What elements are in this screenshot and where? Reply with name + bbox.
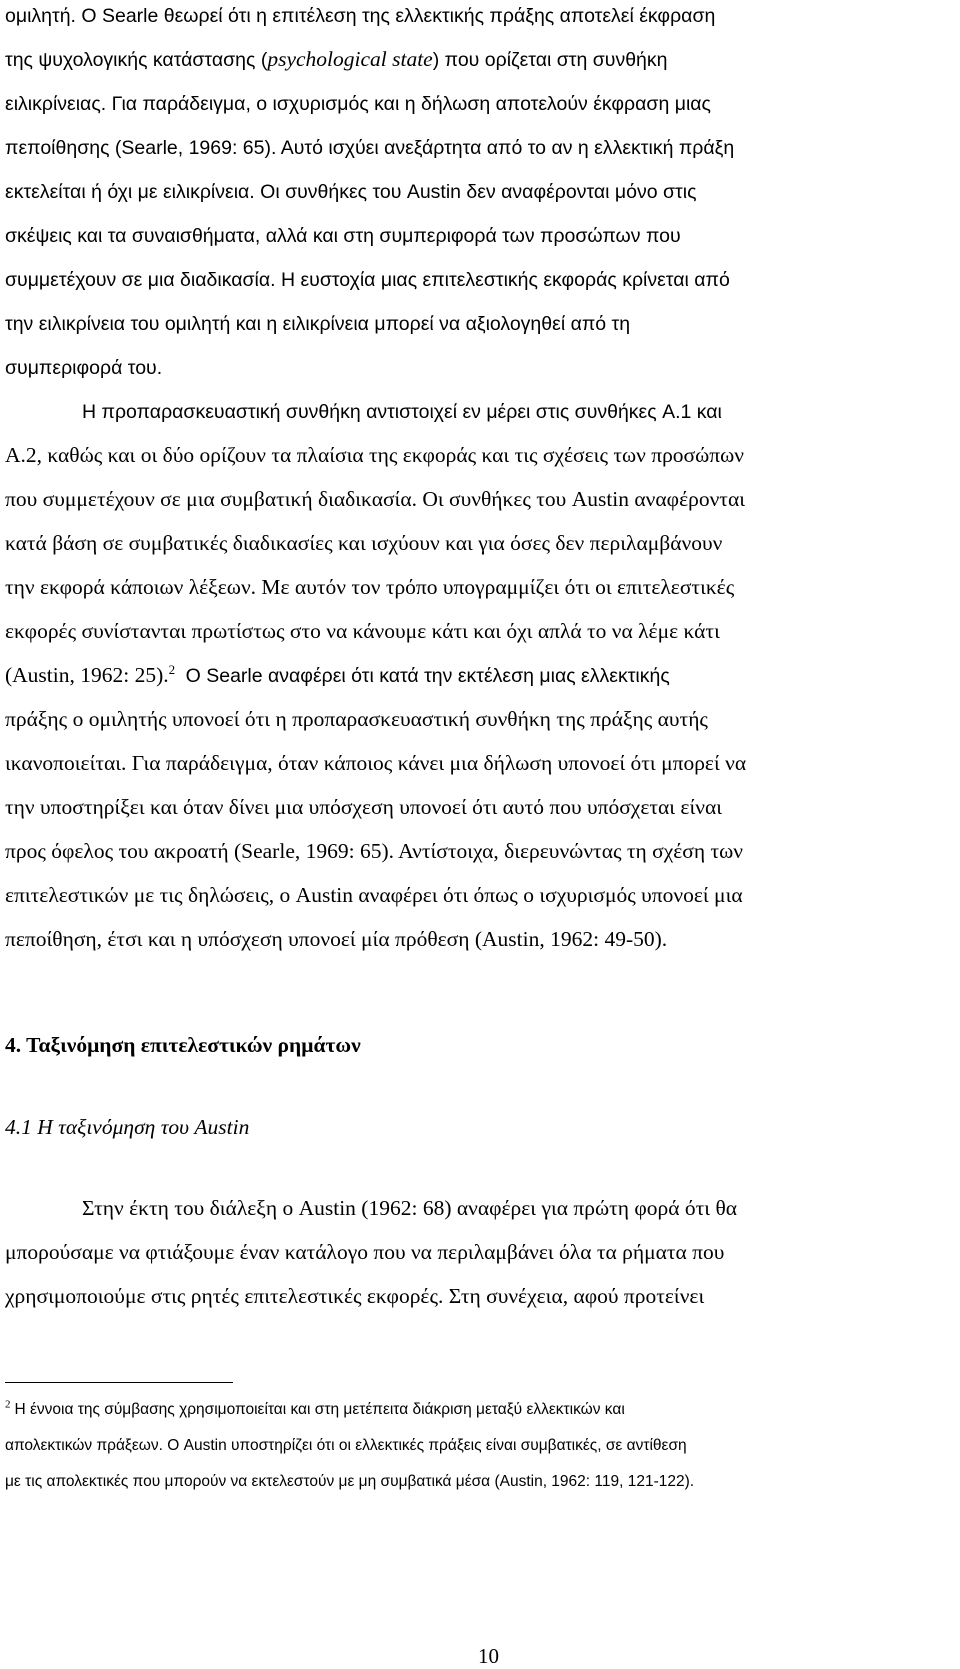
body-line <box>5 794 722 820</box>
text: πεποίθησης (Searle, 1969: 65). Αυτό ισχύει ανεξάρτητα από το αν η ελλεκτική πράξη <box>5 137 735 159</box>
footnote-line <box>5 1472 694 1492</box>
text: πράξης ο ομιλητής υπονοεί ότι η προπαρασκευαστική συνθήκη της πράξης αυτής <box>5 707 708 731</box>
text: πεποίθηση, έτσι και η υπόσχεση υπονοεί μία πρόθεση (Austin, 1962: 49-50). <box>5 927 668 951</box>
text: ομιλητή. Ο Searle θεωρεί ότι η επιτέλεση της ελλεκτικής πράξης αποτελεί έκφραση <box>5 5 716 27</box>
body-line <box>5 838 743 864</box>
text: συμπεριφορά του. <box>5 357 163 379</box>
body-line <box>5 178 696 205</box>
body-line <box>5 46 668 73</box>
text: Η έννοια της σύμβασης χρησιμοποιείται και στη μετέπειτα διάκριση μεταξύ ελλεκτικών και <box>14 1401 625 1418</box>
footnote-line <box>5 1436 687 1456</box>
body-line <box>5 266 730 293</box>
footnote-marker: 2 <box>168 662 176 677</box>
text: ειλικρίνειας. Για παράδειγμα, ο ισχυρισμός και η δήλωση αποτελούν έκφραση μιας <box>5 93 711 115</box>
text: εκτελείται ή όχι με ειλικρίνεια. Οι συνθήκες του Austin δεν αναφέρονται μόνο στις <box>5 181 697 203</box>
body-line <box>5 706 708 732</box>
body-line <box>5 882 743 908</box>
body-line <box>5 310 630 337</box>
body-line <box>5 530 722 556</box>
body-line <box>5 750 746 776</box>
text: (Austin, 1962: 25). <box>5 663 169 687</box>
text: μπορούσαμε να φτιάξουμε έναν κατάλογο που να περιλαμβάνει όλα τα ρήματα που <box>5 1240 725 1264</box>
text: Η προπαρασκευαστική συνθήκη αντιστοιχεί εν μέρει στις συνθήκες A.1 και <box>82 401 722 423</box>
text: την ειλικρίνεια του ομιλητή και η ειλικρίνεια μπορεί να αξιολογηθεί από τη <box>5 313 631 335</box>
text: της ψυχολογικής κατάστασης ( <box>5 49 268 71</box>
footnote-line <box>5 1400 625 1420</box>
text: την υποστηρίξει και όταν δίνει μια υπόσχεση υπονοεί ότι αυτό που υπόσχεται είναι <box>5 795 723 819</box>
body-line <box>5 90 711 117</box>
body-line <box>5 2 715 29</box>
body-line <box>82 398 722 425</box>
text: εκφορές συνίστανται πρωτίστως στο να κάνουμε κάτι και όχι απλά το να λέμε κάτι <box>5 619 720 643</box>
body-line <box>5 926 667 952</box>
body-line <box>5 442 744 468</box>
text: απολεκτικών πράξεων. Ο Austin υποστηρίζει ότι οι ελλεκτικές πράξεις είναι συμβατικές, σε αντίθεση <box>5 1437 687 1454</box>
page-number: 10 <box>478 1644 499 1668</box>
body-line <box>5 134 734 161</box>
heading-text: 4. Ταξινόμηση επιτελεστικών ρημάτων <box>5 1033 361 1057</box>
subheading-text: 4.1 Η ταξινόμηση του Austin <box>5 1115 250 1139</box>
text: κατά βάση σε συμβατικές διαδικασίες και ισχύουν και για όσες δεν περιλαμβάνουν <box>5 531 723 555</box>
footnote-number: 2 <box>5 1398 11 1411</box>
text: προς όφελος του ακροατή (Searle, 1969: 65). Αντίστοιχα, διερευνώντας τη σχέση των <box>5 839 743 863</box>
text: ικανοποιείται. Για παράδειγμα, όταν κάποιος κάνει μια δήλωση υπονοεί ότι μπορεί να <box>5 751 747 775</box>
section-heading <box>5 1032 361 1058</box>
text: που συμμετέχουν σε μια συμβατική διαδικασία. Οι συνθήκες του Austin αναφέρονται <box>5 487 745 511</box>
body-line <box>5 574 734 600</box>
text: με τις απολεκτικές που μπορούν να εκτελεστούν με μη συμβατικά μέσα (Austin, 1962: 119, 121-122). <box>5 1473 695 1490</box>
text: ) που ορίζεται στη συνθήκη <box>432 49 668 71</box>
text: σκέψεις και τα συναισθήματα, αλλά και στη συμπεριφορά των προσώπων που <box>5 225 681 247</box>
body-line <box>5 486 745 512</box>
body-line <box>5 1283 704 1309</box>
body-line <box>82 1195 737 1221</box>
text: συμμετέχουν σε μια διαδικασία. Η ευστοχία μιας επιτελεστικής εκφοράς κρίνεται από <box>5 269 730 291</box>
italic-term: psychological state <box>267 47 433 71</box>
text: επιτελεστικών με τις δηλώσεις, ο Austin αναφέρει ότι όπως ο ισχυρισμός υπονοεί μια <box>5 883 743 907</box>
text: A.2, καθώς και οι δύο ορίζουν τα πλαίσια της εκφοράς και τις σχέσεις των προσώπων <box>5 443 745 467</box>
text: Στην έκτη του διάλεξη ο Austin (1962: 68) αναφέρει για πρώτη φορά ότι θα <box>82 1196 738 1220</box>
body-line <box>5 222 681 249</box>
text: την εκφορά κάποιων λέξεων. Με αυτόν τον τρόπο υπογραμμίζει ότι οι επιτελεστικές <box>5 575 735 599</box>
body-line <box>5 1239 724 1265</box>
text: χρησιμοποιούμε στις ρητές επιτελεστικές εκφορές. Στη συνέχεια, αφού προτείνει <box>5 1284 705 1308</box>
body-line <box>5 662 670 689</box>
text: Ο Searle αναφέρει ότι κατά την εκτέλεση μιας ελλεκτικής <box>185 665 670 687</box>
body-line <box>5 354 162 381</box>
footnote-divider <box>5 1382 233 1383</box>
section-subheading <box>5 1114 249 1140</box>
body-line <box>5 618 720 644</box>
